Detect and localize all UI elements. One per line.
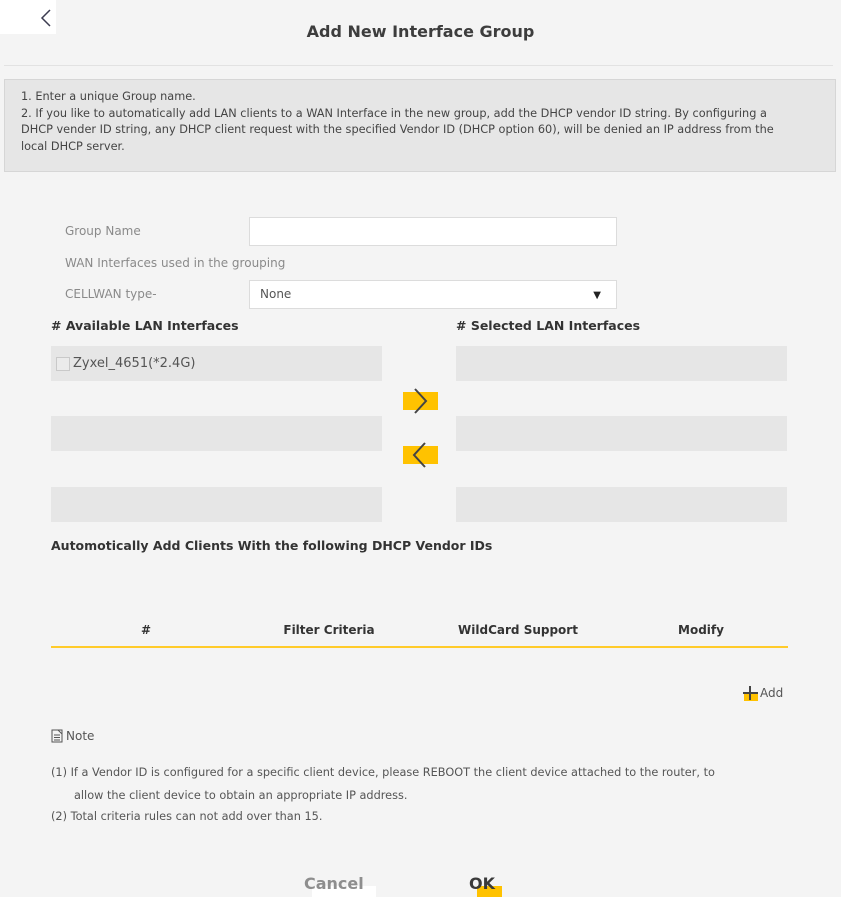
selected-lan-heading: # Selected LAN Interfaces <box>456 318 641 333</box>
cellwan-type-select[interactable] <box>249 280 617 309</box>
group-name-input[interactable] <box>249 217 617 246</box>
title-divider <box>4 65 833 66</box>
instruction-line: local DHCP server. <box>21 139 125 153</box>
chevron-left-icon <box>412 441 428 469</box>
note-title-label: Note <box>66 729 95 743</box>
instructions-panel <box>4 79 836 172</box>
cellwan-selected-value: None <box>260 287 292 301</box>
dialog-title: Add New Interface Group <box>306 22 535 41</box>
instruction-line: 1. Enter a unique Group name. <box>21 90 196 103</box>
note-line: (2) Total criteria rules can not add over than 15. <box>51 810 323 823</box>
vendor-ids-heading: Automotically Add Clients With the following DHCP Vendor IDs <box>51 538 493 553</box>
caret-down-icon: ▼ <box>593 290 601 301</box>
chevron-right-icon <box>412 387 428 415</box>
note-line: (1) If a Vendor ID is configured for a specific client device, please REBOOT the client device attached to the router, to <box>51 766 715 779</box>
selected-lan-slot <box>456 346 787 381</box>
available-lan-slot <box>51 487 382 522</box>
available-lan-slot <box>51 416 382 451</box>
lan-item-label: Zyxel_4651(*2.4G) <box>73 356 196 371</box>
lan-item-checkbox[interactable] <box>56 357 70 371</box>
group-name-label: Group Name <box>65 224 141 238</box>
ok-label: OK <box>469 874 495 893</box>
selected-lan-slot <box>456 487 787 522</box>
cellwan-type-label: CELLWAN type- <box>65 287 157 301</box>
column-header-index: # <box>140 623 152 637</box>
wan-interfaces-label: WAN Interfaces used in the grouping <box>65 256 286 270</box>
available-lan-slot <box>51 346 382 381</box>
add-vendor-id-button[interactable] <box>743 686 783 700</box>
move-left-button[interactable] <box>403 446 438 464</box>
column-header-filter-criteria: Filter Criteria <box>283 623 375 637</box>
ok-button[interactable] <box>469 874 495 893</box>
move-right-button[interactable] <box>403 392 438 410</box>
note-title <box>51 729 94 743</box>
note-line: allow the client device to obtain an appropriate IP address. <box>74 789 408 802</box>
document-icon <box>51 729 64 743</box>
column-header-wildcard-support: WildCard Support <box>458 623 578 637</box>
instruction-line: 2. If you like to automatically add LAN clients to a WAN Interface in the new group, add the DHCP vendor ID string. By configuring a <box>21 106 767 120</box>
selected-lan-slot <box>456 416 787 451</box>
add-label: Add <box>760 686 784 700</box>
plus-icon <box>743 686 758 700</box>
column-header-modify: Modify <box>678 623 724 637</box>
available-lan-item[interactable] <box>56 356 195 371</box>
available-lan-heading: # Available LAN Interfaces <box>51 318 239 333</box>
instruction-line: DHCP vender ID string, any DHCP client request with the specified Vendor ID (DHCP option 60), will be denied an IP address from the <box>21 123 774 136</box>
cancel-button[interactable]: Cancel <box>304 874 364 893</box>
vendor-ids-table-header <box>51 612 788 648</box>
